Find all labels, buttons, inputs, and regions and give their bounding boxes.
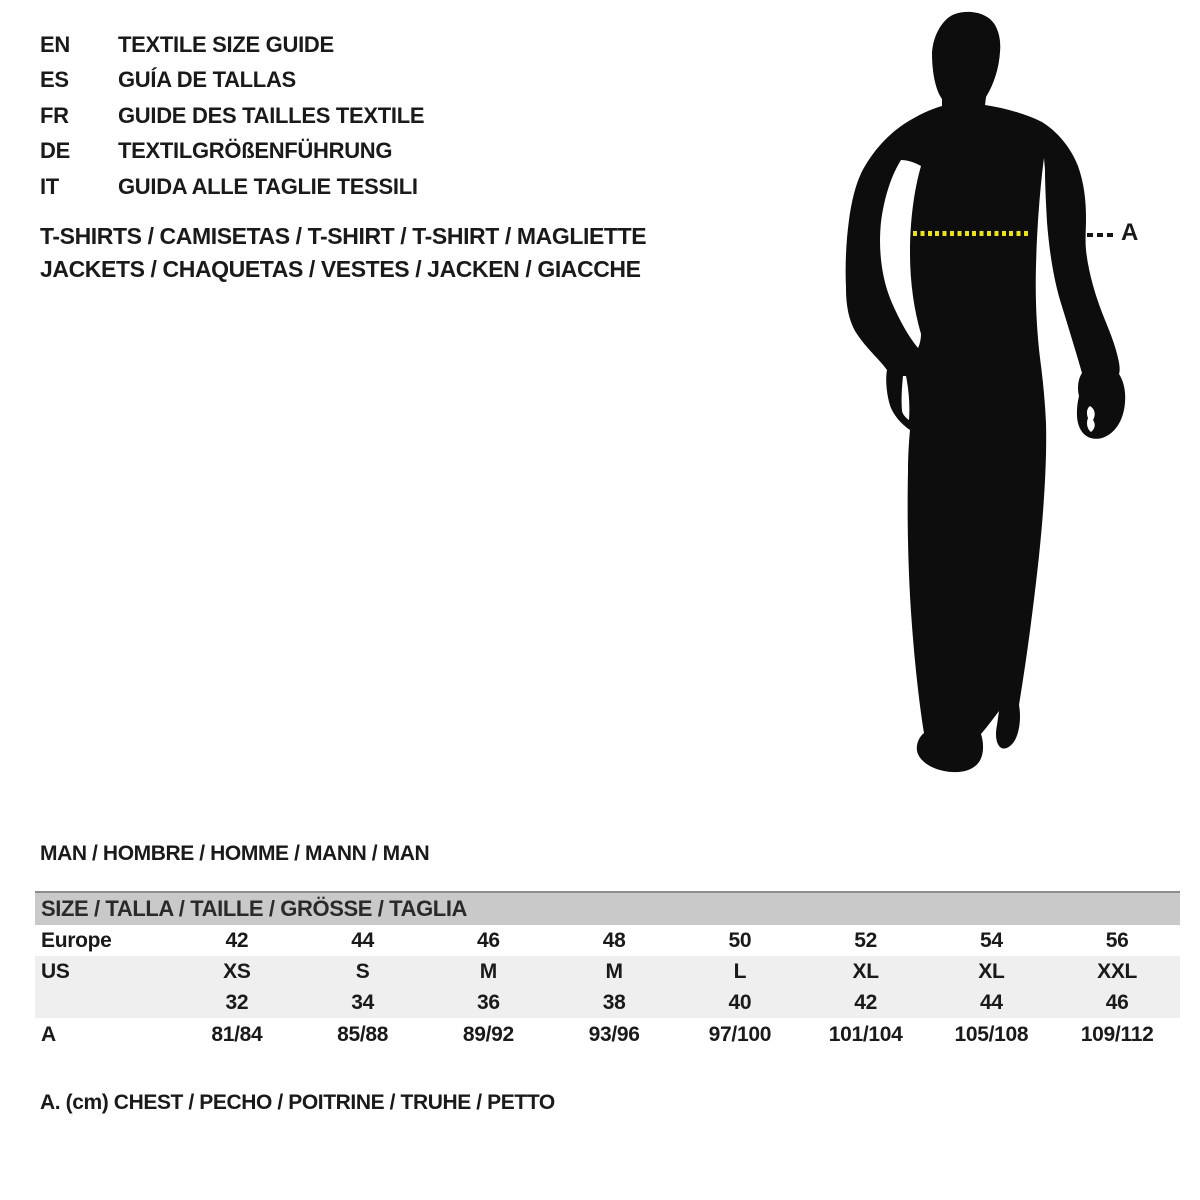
language-row-de [40, 134, 424, 170]
row-label: US [41, 959, 70, 983]
table-cell: 93/96 [588, 1022, 640, 1046]
table-row-europe [35, 925, 1180, 956]
table-row-chest [35, 1018, 1180, 1051]
language-code: IT [40, 173, 59, 199]
table-cell: 85/88 [337, 1022, 389, 1046]
measurement-footnote: A. (cm) CHEST / PECHO / POITRINE / TRUHE / PETTO [40, 1091, 555, 1114]
category-lines [40, 220, 646, 286]
table-cell: 40 [728, 990, 752, 1014]
measure-dash-line [1087, 233, 1115, 237]
language-row-it [40, 169, 424, 205]
table-cell: 44 [979, 990, 1003, 1014]
chest-dotted-line [913, 231, 1031, 236]
table-cell: 101/104 [828, 1022, 903, 1046]
table-cell: 54 [979, 928, 1003, 952]
language-row-es [40, 63, 424, 99]
table-cell: 97/100 [708, 1022, 772, 1046]
category-tshirts: T-SHIRTS / CAMISETAS / T-SHIRT / T-SHIRT / MAGLIETTE [40, 223, 647, 249]
table-cell: 48 [602, 928, 626, 952]
table-cell: M [605, 959, 623, 983]
table-cell: XS [223, 959, 251, 983]
language-code: ES [40, 67, 69, 93]
table-cell: M [479, 959, 497, 983]
size-table-header: SIZE / TALLA / TAILLE / GRÖSSE / TAGLIA [35, 891, 1180, 925]
language-title: GUIDE DES TAILLES TEXTILE [118, 102, 425, 128]
table-row-numeric [35, 987, 1180, 1018]
table-cell: 50 [728, 928, 752, 952]
language-row-fr [40, 98, 424, 134]
table-cell: 42 [225, 928, 249, 952]
table-cell: 32 [225, 990, 249, 1014]
language-code: DE [40, 138, 70, 164]
table-cell: L [733, 959, 747, 983]
table-cell: 38 [602, 990, 626, 1014]
category-jackets: JACKETS / CHAQUETAS / VESTES / JACKEN / GIACCHE [40, 256, 641, 282]
man-silhouette [843, 8, 1133, 798]
table-cell: 109/112 [1080, 1022, 1154, 1046]
table-cell: S [355, 959, 370, 983]
table-cell: XXL [1097, 959, 1138, 983]
section-title-man: MAN / HOMBRE / HOMME / MANN / MAN [40, 842, 430, 865]
language-title: GUÍA DE TALLAS [118, 67, 296, 93]
table-cell: 56 [1105, 928, 1129, 952]
row-label: A [41, 1022, 56, 1046]
table-cell: 46 [476, 928, 500, 952]
table-cell: 105/108 [954, 1022, 1029, 1046]
language-list [40, 27, 424, 205]
table-cell: 81/84 [211, 1022, 263, 1046]
table-cell: 89/92 [462, 1022, 514, 1046]
language-code: EN [40, 31, 70, 57]
measure-label-a: A [1121, 219, 1139, 246]
language-title: TEXTILGRÖßENFÜHRUNG [118, 138, 393, 164]
table-cell: XL [852, 959, 879, 983]
language-title: GUIDA ALLE TAGLIE TESSILI [118, 173, 418, 199]
table-cell: 52 [854, 928, 877, 952]
size-table [35, 891, 1180, 1051]
language-code: FR [40, 102, 69, 128]
table-cell: 36 [476, 990, 500, 1014]
table-cell: 44 [351, 928, 374, 952]
language-row-en [40, 27, 424, 63]
row-label: Europe [41, 928, 112, 952]
table-cell: 42 [854, 990, 877, 1014]
table-cell: XL [978, 959, 1005, 983]
language-title: TEXTILE SIZE GUIDE [118, 31, 334, 57]
table-row-us [35, 956, 1180, 987]
table-cell: 34 [351, 990, 374, 1014]
table-cell: 46 [1105, 990, 1129, 1014]
